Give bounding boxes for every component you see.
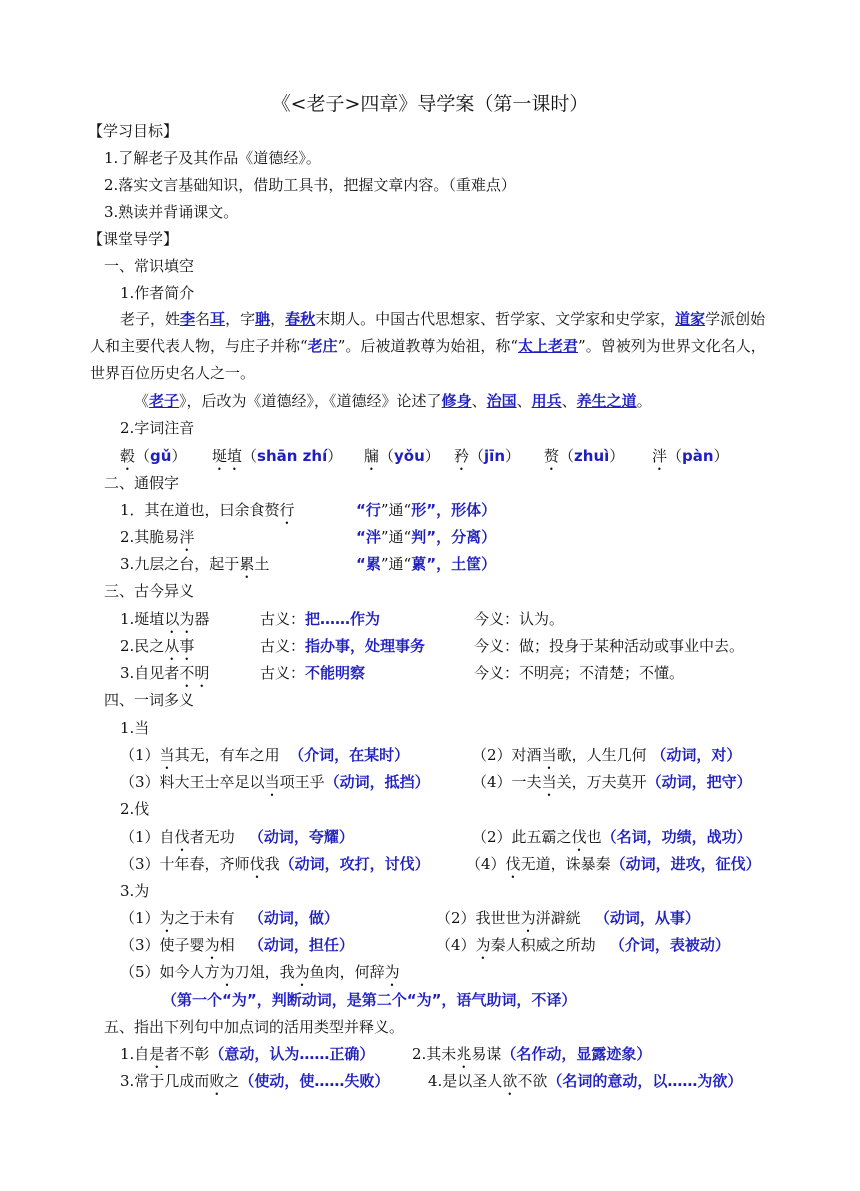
section-heading: 四、一词多义 (104, 691, 195, 709)
book-intro-line: 《老子》，后改为《道德经》，《道德经》论述了修身、治国、用兵、养生之道。 (134, 392, 652, 410)
polysemy-row: （3）十年春，齐师伐我（动词，攻打，讨伐） （4）伐无道，诛暴秦（动词，进攻，征伐） (120, 855, 761, 873)
word-heading: 3.为 (120, 882, 150, 900)
tongjia-item: 1．其在道也，曰余食赘行 “行”通“形”，形体） (120, 501, 497, 519)
tongjia-item: 2.其脆易泮 “泮”通“判”，分离） (120, 528, 497, 546)
goal-item: 3.熟读并背诵课文。 (104, 203, 239, 221)
tongjia-item: 3.九层之台，起于累土 “累”通“蔂”，土筐） (120, 555, 497, 573)
pinyin-item: 赘（zhuì） (544, 447, 625, 465)
pinyin-item: 矜（jīn） (454, 447, 521, 465)
pinyin-item: 牖（yǒu） (364, 447, 440, 465)
polysemy-row: （1）自伐者无功 （动词，夸耀） （2）此五霸之伐也（名词，功绩，战功） (120, 828, 752, 846)
pinyin-row (120, 446, 729, 474)
polysemy-row: （1）当其无，有车之用 （介词，在某时） （2）对酒当歌，人生几何 （动词，对） (120, 746, 742, 764)
polysemy-row: （3）使子婴为相 （动词，担任） （4）为秦人积威之所劫 （介词，表被动） (120, 936, 730, 954)
polysemy-row: （3）料大王士卒足以当项王乎（动词，抵挡） （4）一夫当关，万夫莫开（动词，把守） (120, 773, 752, 791)
page-title: 《<老子>四章》导学案（第一课时） (271, 93, 589, 115)
section-heading: 三、古今异义 (104, 582, 195, 600)
word-heading: 2.伐 (120, 800, 150, 818)
author-bio-paragraph: 老子，姓李名耳，字聃，春秋末期人。中国古代思想家、哲学家、文学家和史学家，道家学派创始人和主要代表人物，与庄子并称“老庄”。后被道教尊为始祖，称“太上老君”。曾被列为世界文化名人，世界百位历史名人之一。 (90, 310, 766, 382)
gujin-item: 1.埏埴以为器 古义：把……作为 今义：认为。 (120, 610, 565, 628)
huoyong-row: 1.自是者不彰（意动，认为……正确） 2.其未兆易谋（名作动，显露迹象） (120, 1045, 652, 1063)
pinyin-item: 毂（gǔ） (120, 447, 187, 465)
pinyin-item: 泮（pàn） (652, 447, 729, 465)
heading-learning-goals: 【学习目标】 (88, 122, 179, 140)
heading-class-guide: 【课堂导学】 (88, 230, 179, 248)
huoyong-row: 3.常于几成而败之（使动，使……失败） 4.是以圣人欲不欲（名词的意动，以……为欲） (120, 1072, 743, 1090)
subsection-heading: 2.字词注音 (120, 419, 195, 437)
gujin-item: 2.民之从事 古义：指办事，处理事务 今义：做；投身于某种活动或事业中去。 (120, 637, 745, 655)
section-heading: 二、通假字 (104, 474, 180, 492)
section-heading: 一、常识填空 (104, 257, 195, 275)
word-heading: 1.当 (120, 719, 150, 737)
gujin-item: 3.自见者不明 古义：不能明察 今义：不明亮；不清楚；不懂。 (120, 664, 685, 682)
polysemy-answer: （第一个“为”，判断动词，是第二个“为”，语气助词，不译） (162, 991, 577, 1009)
polysemy-row: （5）如今人方为刀俎，我为鱼肉，何辞为 (120, 963, 400, 981)
goal-item: 1.了解老子及其作品《道德经》。 (104, 149, 321, 167)
goal-item: 2.落实文言基础知识，借助工具书，把握文章内容。（重难点） (104, 176, 516, 194)
subsection-heading: 1.作者简介 (120, 284, 195, 302)
pinyin-item: 埏埴（shān zhí） (212, 447, 343, 465)
section-heading: 五、指出下列句中加点词的活用类型并释义。 (104, 1018, 405, 1036)
polysemy-row: （1）为之于未有 （动词，做） （2）我世世为洴澼絖 （动词，从事） (120, 909, 700, 927)
